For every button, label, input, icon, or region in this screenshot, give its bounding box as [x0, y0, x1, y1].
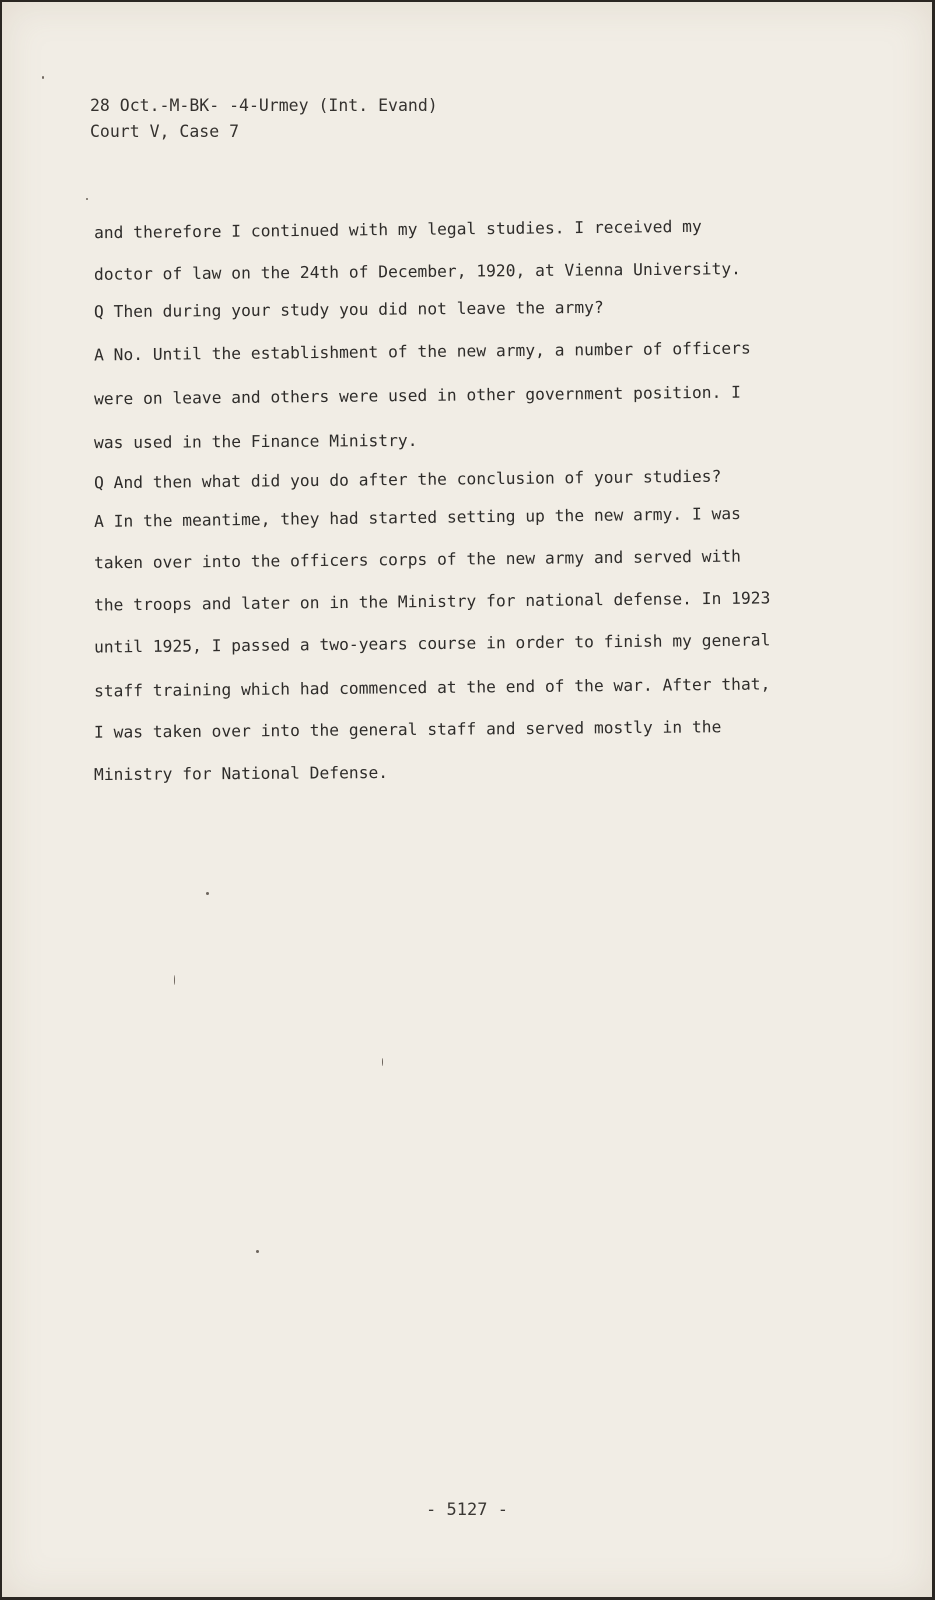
paper-speck: [86, 198, 88, 200]
body-line-13: I was taken over into the general staff and served mostly in the: [93, 717, 722, 742]
paper-speck: [174, 975, 175, 985]
body-line-14: Ministry for National Defense.: [93, 762, 389, 785]
body-line-3: Q Then during your study you did not leave the army?: [93, 297, 604, 322]
paper-speck: [256, 1250, 259, 1253]
page-number: - 5127 -: [426, 1500, 508, 1520]
paper-speck: [42, 76, 44, 79]
document-page: [2, 2, 932, 1597]
body-line-12: staff training which had commenced at the end of the war. After that,: [93, 674, 771, 701]
header-date-line: 28 Oct.-M-BK- -4-Urmey (Int. Evand): [90, 96, 438, 115]
body-line-4: A No. Until the establishment of the new army, a number of officers: [93, 338, 751, 365]
body-line-6: was used in the Finance Ministry.: [93, 430, 418, 453]
body-line-5: were on leave and others were used in other government position. I: [93, 382, 742, 409]
body-line-2: doctor of law on the 24th of December, 1920, at Vienna University.: [93, 259, 742, 284]
body-line-8: A In the meantime, they had started setting up the new army. I was: [93, 504, 742, 531]
paper-speck: [382, 1058, 383, 1066]
header-court-line: Court V, Case 7: [90, 122, 240, 141]
body-line-9: taken over into the officers corps of the new army and served with: [93, 546, 742, 573]
body-line-7: Q And then what did you do after the conclusion of your studies?: [93, 466, 722, 493]
body-line-1: and therefore I continued with my legal studies. I received my: [93, 216, 702, 243]
paper-speck: [206, 892, 209, 895]
body-line-11: until 1925, I passed a two-years course in order to finish my general: [93, 630, 771, 657]
body-line-10: the troops and later on in the Ministry for national defense. In 1923: [93, 588, 771, 615]
